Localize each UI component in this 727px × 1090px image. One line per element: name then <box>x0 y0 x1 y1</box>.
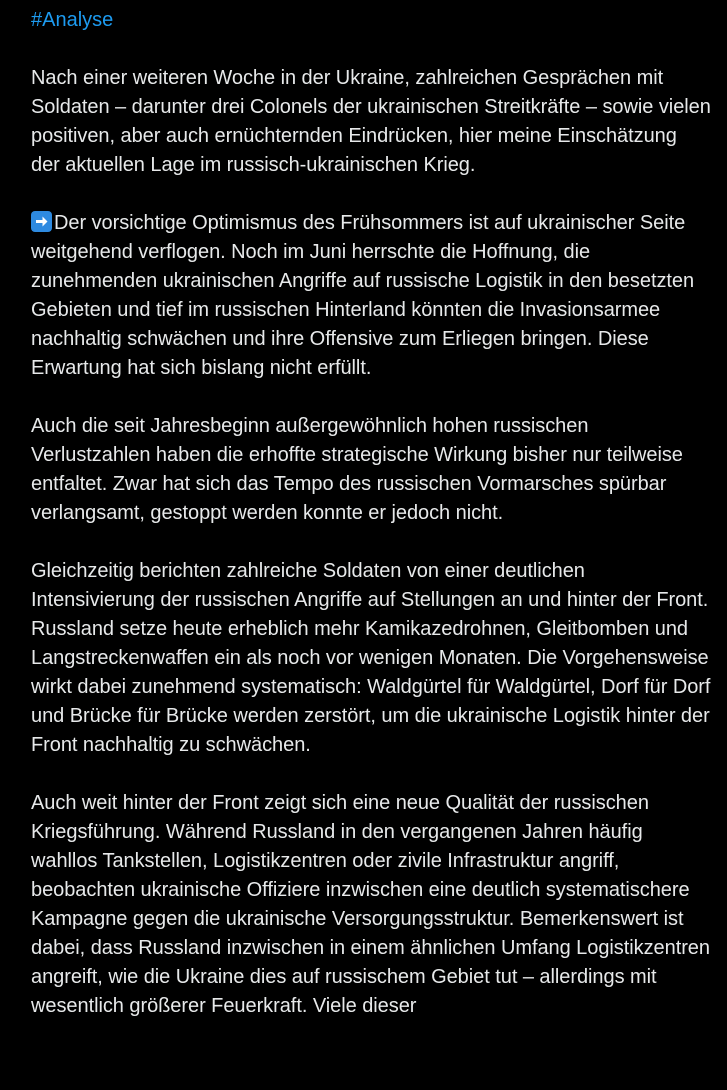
post-paragraph-text: Der vorsichtige Optimismus des Frühsommers ist auf ukrainischer Seite weitgehend verflogen. Noch im Juni herrschte die Hoffnung, die zunehmenden ukrainischen Angriffe auf russische Logistik in den besetzten Gebieten und tief im russischen Hinterland könnten die Invasionsarmee nachhaltig schwächen und ihre Offensive zum Erliegen bringen. Diese Erwartung hat sich bislang nicht erfüllt. <box>31 212 695 379</box>
post-body <box>31 64 711 1050</box>
right-arrow-icon <box>31 211 52 232</box>
post-paragraph: Gleichzeitig berichten zahlreiche Soldaten von einer deutlichen Intensivierung der russischen Angriffe auf Stellungen an und hinter der Front. Russland setze heute erheblich mehr Kamikazedrohnen, Gleitbomben und Langstreckenwaffen ein als noch vor wenigen Monaten. Die Vorgehensweise wirkt dabei zunehmend systematisch: Waldgürtel für Waldgürtel, Dorf für Dorf und Brücke für Brücke werden zerstört, um die ukrainische Logistik hinter der Front nachhaltig zu schwächen. <box>31 560 711 756</box>
post-paragraph: Auch weit hinter der Front zeigt sich eine neue Qualität der russischen Kriegsführung. Während Russland in den vergangenen Jahren häufig wahllos Tankstellen, Logistikzentren oder zivile Infrastruktur angriff, beobachten ukrainische Offiziere inzwischen eine deutlich systematischere Kampagne gegen die ukrainische Versorgungsstruktur. Bemerkenswert ist dabei, dass Russland inzwischen in einem ähnlichen Umfang Logistikzentren angreift, wie die Ukraine dies auf russischem Gebiet tut – allerdings mit wesentlich größerer Feuerkraft. Viele dieser <box>31 792 710 1017</box>
post-paragraph: Auch die seit Jahresbeginn außergewöhnlich hohen russischen Verlustzahlen haben die erhoffte strategische Wirkung bisher nur teilweise entfaltet. Zwar hat sich das Tempo des russischen Vormarsches spürbar verlangsamt, gestoppt werden konnte er jedoch nicht. <box>31 415 683 524</box>
hashtag-link[interactable]: #Analyse <box>31 9 114 31</box>
post-paragraph: Nach einer weiteren Woche in der Ukraine, zahlreichen Gesprächen mit Soldaten – darunter drei Colonels der ukrainischen Streitkräfte – sowie vielen positiven, aber auch ernüchternden Eindrücken, hier meine Einschätzung der aktuellen Lage im russisch-ukrainischen Krieg. <box>31 67 711 176</box>
post-paragraph <box>31 209 711 383</box>
